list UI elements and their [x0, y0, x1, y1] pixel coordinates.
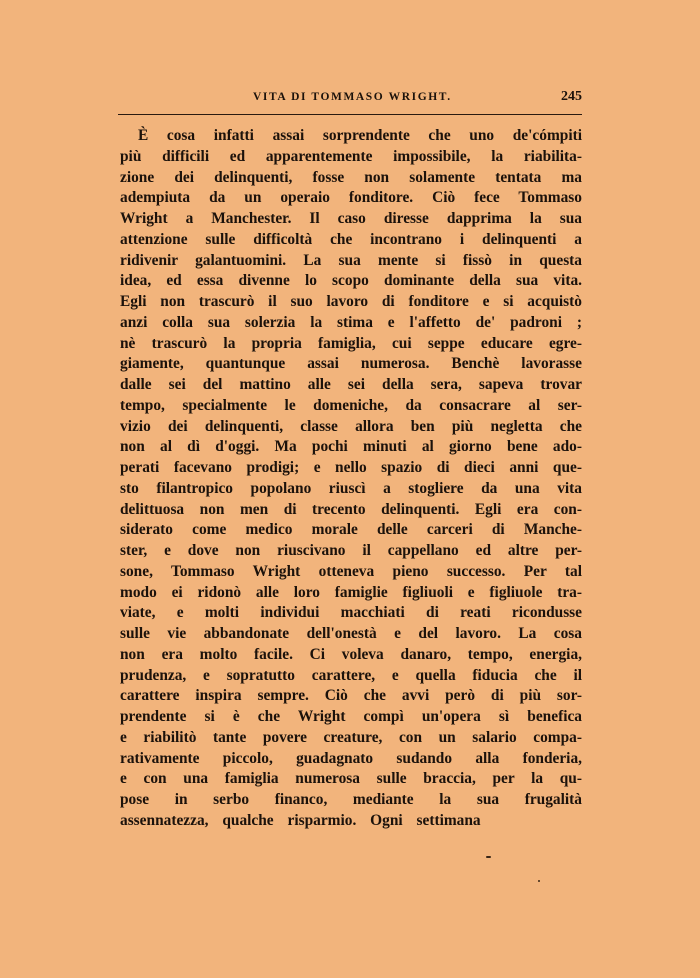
- text-line: assennatezza, qualche risparmio. Ogni settimana: [120, 811, 481, 829]
- text-line: ster, e dove non riuscivano il cappellano ed altre per-: [120, 542, 582, 559]
- page-number: 245: [561, 89, 582, 104]
- text-line: non al dì d'oggi. Ma pochi minuti al giorno bene ado-: [120, 438, 582, 456]
- text-line: Egli non trascurò il suo lavoro di fonditore e si acquistò: [120, 293, 582, 310]
- text-line: perati facevano prodigi; e nello spazio di dieci anni que-: [120, 459, 582, 476]
- text-line: Wright a Manchester. Il caso diresse dapprima la sua: [120, 210, 582, 227]
- page-header: [118, 88, 582, 110]
- text-line: anzi colla sua solerzia la stima e l'affetto de' padroni ;: [120, 313, 582, 331]
- text-line: vizio dei delinquenti, classe allora ben più negletta che: [120, 417, 582, 435]
- text-line: idea, ed essa divenne lo scopo dominante della sua vita.: [120, 272, 582, 290]
- ink-speck: [486, 856, 491, 858]
- text-line: nè trascurò la propria famiglia, cui seppe educare egre-: [120, 334, 582, 352]
- text-line: sone, Tommaso Wright otteneva pieno successo. Per tal: [120, 562, 582, 580]
- text-line: modo ei ridonò alle loro famiglie figliuoli e figliuole tra-: [120, 583, 582, 601]
- text-line: zione dei delinquenti, fosse non solamente tentata ma: [120, 168, 582, 186]
- text-line: e riabilitò tante povere creature, con un salario compa-: [120, 728, 582, 746]
- text-line: attenzione sulle difficoltà che incontrano i delinquenti a: [120, 230, 582, 248]
- ink-speck: [538, 880, 540, 882]
- text-line: È cosa infatti assai sorprendente che uno de'cómpiti: [138, 127, 582, 144]
- text-line: prendente si è che Wright compì un'opera sì benefica: [120, 708, 582, 725]
- text-line: pose in serbo financo, mediante la sua frugalità: [120, 791, 582, 808]
- body-text: [120, 126, 582, 832]
- text-line: e con una famiglia numerosa sulle braccia, per la qu-: [120, 770, 582, 788]
- text-line: delittuosa non men di trecento delinquenti. Egli era con-: [120, 500, 582, 518]
- running-title: VITA DI TOMMASO WRIGHT.: [253, 91, 452, 103]
- header-rule: [118, 114, 582, 115]
- text-line: siderato come medico morale delle carceri di Manche-: [120, 521, 582, 539]
- text-line: ridivenir galantuomini. La sua mente si fissò in questa: [120, 251, 582, 269]
- text-line: dalle sei del mattino alle sei della sera, sapeva trovar: [120, 376, 582, 393]
- text-line: carattere inspira sempre. Ciò che avvi però di più sor-: [120, 687, 582, 705]
- text-line: giamente, quantunque assai numerosa. Benchè lavorasse: [120, 355, 582, 373]
- text-line: sulle vie abbandonate dell'onestà e del lavoro. La cosa: [120, 625, 582, 642]
- text-line: non era molto facile. Ci voleva danaro, tempo, energia,: [120, 645, 582, 663]
- text-line: sto filantropico popolano riuscì a stogliere da una vita: [120, 479, 582, 497]
- text-line: più difficili ed apparentemente impossibile, la riabilita-: [120, 147, 582, 165]
- text-line: prudenza, e sopratutto carattere, e quella fiducia che il: [120, 666, 582, 684]
- text-line: tempo, specialmente le domeniche, da consacrare al ser-: [120, 396, 582, 414]
- text-line: adempiuta da un operaio fonditore. Ciò fece Tommaso: [120, 189, 582, 207]
- text-line: viate, e molti individui macchiati di reati ricondusse: [120, 604, 582, 622]
- text-line: rativamente piccolo, guadagnato sudando alla fonderia,: [120, 749, 582, 767]
